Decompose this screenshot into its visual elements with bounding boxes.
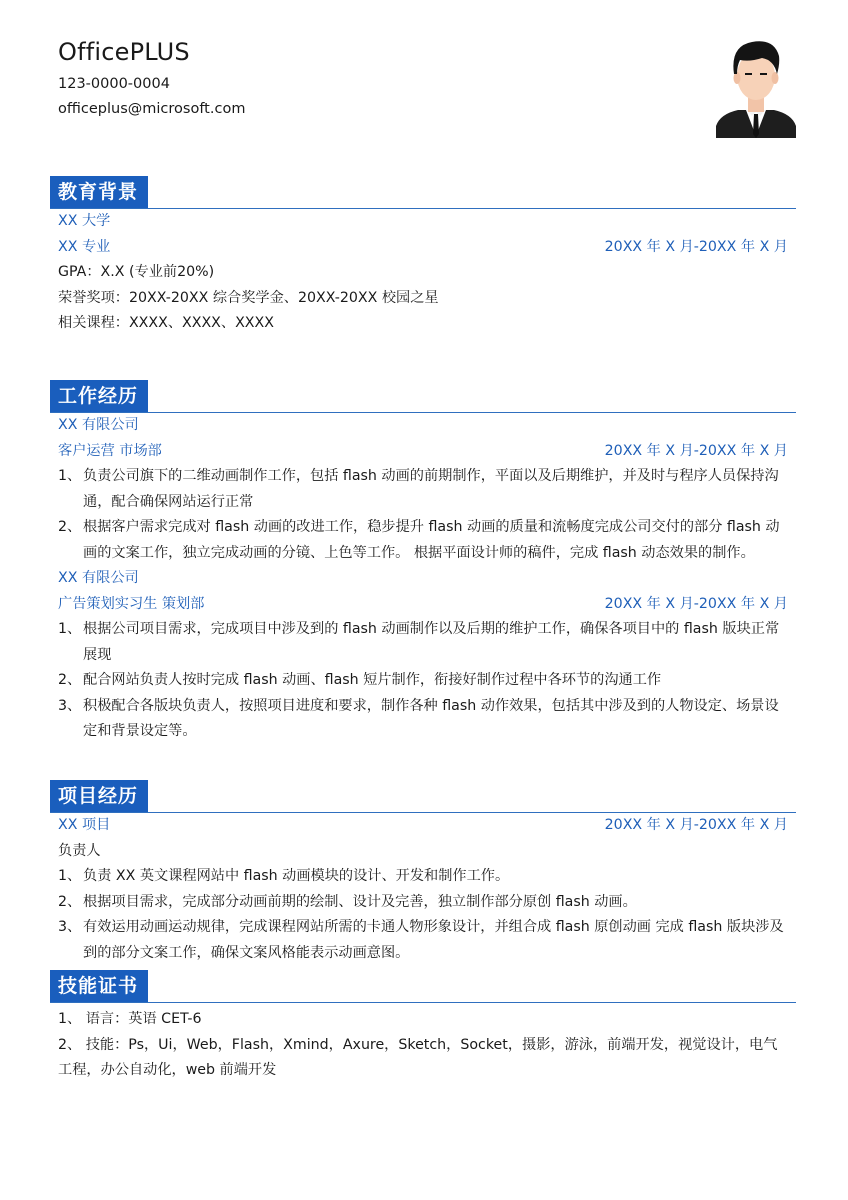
- work-section: [50, 380, 796, 745]
- project-section: [50, 780, 796, 966]
- list-item: [50, 668, 796, 694]
- project-header: [50, 780, 796, 813]
- education-major-row: [50, 235, 796, 261]
- item-number: 2、: [58, 519, 82, 535]
- item-text: 根据客户需求完成对 flash 动画的改进工作，稳步提升 flash 动画的质量和流畅度完成公司交付的部分 flash 动画的文案工作，独立完成动画的分镜、上色等工作。 根据平面设计师的稿件，完成 flash 动态效果的制作。: [83, 519, 780, 561]
- project-title: 项目经历: [50, 780, 148, 812]
- list-item: [50, 617, 796, 668]
- item-number: 3、: [58, 919, 82, 935]
- awards-line: 荣誉奖项：20XX-20XX 综合奖学金、20XX-20XX 校园之星: [58, 289, 439, 306]
- item-number: 2、: [58, 893, 82, 910]
- job-company: XX 有限公司: [58, 570, 139, 586]
- list-item: [50, 864, 796, 890]
- item-text: 根据项目需求，完成部分动画前期的绘制、设计及完善，独立制作部分原创 flash 动画。: [83, 893, 637, 910]
- item-text: 配合网站负责人按时完成 flash 动画、flash 短片制作，衔接好制作过程中各环节的沟通工作: [83, 672, 662, 688]
- email-address: officeplus@microsoft.com: [58, 101, 246, 117]
- item-text: 根据公司项目需求，完成项目中涉及到的 flash 动画制作以及后期的维护工作，确保各项目中的 flash 版块正常展现: [83, 621, 780, 663]
- job-company: XX 有限公司: [58, 417, 139, 433]
- skills-header: [50, 970, 796, 1003]
- job-role: 客户运营 市场部: [58, 442, 162, 459]
- item-number: 1、: [58, 468, 82, 484]
- item-number: 3、: [58, 697, 82, 714]
- project-role: 负责人: [58, 842, 101, 859]
- gpa-line: GPA：X.X (专业前20%): [58, 264, 215, 280]
- job-role-row: [50, 592, 796, 618]
- work-title: 工作经历: [50, 380, 148, 412]
- item-text: 积极配合各版块负责人，按照项目进度和要求，制作各种 flash 动作效果，包括其中涉及到的人物设定、场景设定和背景设定等。: [83, 697, 779, 739]
- item-number: 2、: [58, 672, 82, 688]
- work-header: [50, 380, 796, 413]
- job-role: 广告策划实习生 策划部: [58, 595, 205, 612]
- item-text: 有效运用动画运动规律，完成课程网站所需的卡通人物形象设计，并组合成 flash 原创动画 完成 flash 版块涉及到的部分文案工作，确保文案风格能表示动画意图。: [83, 919, 784, 961]
- education-title: 教育背景: [50, 176, 148, 208]
- school-name: XX 大学: [58, 213, 111, 229]
- education-section: [50, 176, 796, 337]
- list-item: [50, 890, 796, 916]
- skills-language-line: 1、 语言：英语 CET-6: [58, 1011, 202, 1027]
- job-date: 20XX 年 X 月-20XX 年 X 月: [604, 442, 788, 459]
- job-role-row: [50, 439, 796, 465]
- project-date: 20XX 年 X 月-20XX 年 X 月: [604, 817, 788, 833]
- major-name: XX 专业: [58, 238, 111, 255]
- list-item: [50, 694, 796, 745]
- education-header: [50, 176, 796, 209]
- candidate-name: OfficePLUS: [58, 38, 190, 66]
- project-name-row: [50, 813, 796, 839]
- list-item: [50, 515, 796, 566]
- item-text: 负责公司旗下的二维动画制作工作，包括 flash 动画的前期制作，平面以及后期维护，并及时与程序人员保持沟通，配合确保网站运行正常: [83, 468, 779, 510]
- project-name: XX 项目: [58, 817, 111, 833]
- avatar: [716, 34, 796, 138]
- list-item: [50, 464, 796, 515]
- skills-section: [50, 970, 796, 1084]
- education-date: 20XX 年 X 月-20XX 年 X 月: [604, 238, 788, 255]
- phone-number: 123-0000-0004: [58, 76, 170, 92]
- job-date: 20XX 年 X 月-20XX 年 X 月: [604, 595, 788, 612]
- item-number: 1、: [58, 868, 82, 884]
- skills-tools-line: 2、 技能：Ps，Ui，Web，Flash，Xmind，Axure，Sketch，Socket，摄影，游泳，前端开发，视觉设计，电气工程，办公自动化，web 前端开发: [58, 1036, 778, 1078]
- courses-line: 相关课程：XXXX、XXXX、XXXX: [58, 315, 274, 331]
- item-number: 1、: [58, 621, 82, 637]
- skills-title: 技能证书: [50, 970, 148, 1002]
- list-item: [50, 915, 796, 966]
- item-text: 负责 XX 英文课程网站中 flash 动画模块的设计、开发和制作工作。: [83, 868, 510, 884]
